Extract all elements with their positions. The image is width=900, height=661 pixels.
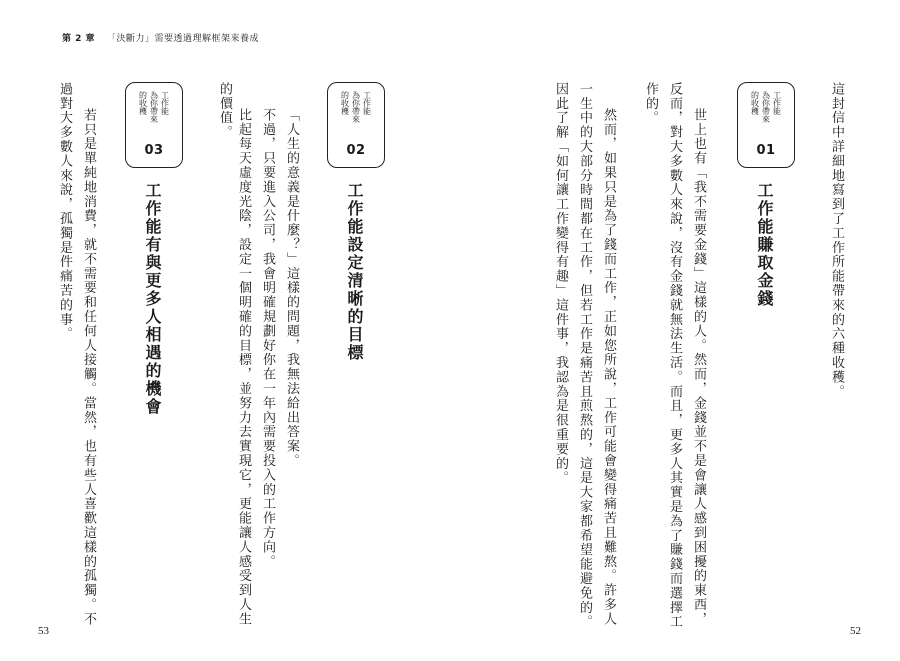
body-line: 比起每天虛度光陰，設定一個明確的目標，並努力去實現它，更能讓人感受到人生: [236, 108, 251, 627]
section-badge-01: [737, 82, 795, 168]
body-line: 的價值。: [217, 82, 232, 140]
section-number: 03: [144, 143, 164, 158]
section-number: 02: [346, 143, 366, 158]
body-line: 不過，只要進入公司，我會明確規劃好你在一年內需要投入的工作方向。: [260, 108, 275, 569]
badge-label-line: 的收穫: [138, 91, 148, 115]
badge-label-line: 為你帶來: [149, 91, 159, 123]
section-number: 01: [756, 143, 776, 158]
body-line: 反而，對大多數人來說，沒有金錢就無法生活。而且，更多人其實是為了賺錢而選擇工: [667, 82, 682, 630]
body-line: 然而，如果只是為了錢而工作，正如您所說，工作可能會變得痛苦且難熬。許多人: [601, 108, 616, 627]
body-line: 一生中的大部分時間都在工作，但若工作是痛苦且煎熬的，這是大家都希望能避免的。: [577, 82, 592, 630]
section-heading-01: 工作能賺取金錢: [755, 182, 774, 308]
badge-label-line: 工作能: [772, 91, 782, 115]
badge-label-line: 的收穫: [340, 91, 350, 115]
body-line: 若只是單純地消費，就不需要和任何人接觸。當然，也有些人喜歡這樣的孤獨。不: [81, 108, 96, 627]
badge-label-line: 工作能: [362, 91, 372, 115]
badge-label-line: 的收穫: [750, 91, 760, 115]
section-heading-02: 工作能設定清晰的目標: [345, 182, 364, 362]
body-line: 世上也有「我不需要金錢」這樣的人。然而，金錢並不是會讓人感到困擾的東西，: [691, 108, 706, 627]
section-heading-03: 工作能有與更多人相遇的機會: [143, 182, 162, 416]
section-badge-02: [327, 82, 385, 168]
running-header: [62, 31, 259, 44]
badge-label-line: 工作能: [160, 91, 170, 115]
page-number-right: 52: [850, 625, 861, 637]
body-line: 「人生的意義是什麼？」這樣的問題，我無法給出答案。: [284, 108, 299, 468]
body-line: 因此了解「如何讓工作變得有趣」這件事，我認為是很重要的。: [553, 82, 568, 486]
body-line: 過對大多數人來說，孤獨是件痛苦的事。: [57, 82, 72, 342]
badge-label-line: 為你帶來: [351, 91, 361, 123]
chapter-title: 「決斷力」需要透過理解框架來養成: [107, 34, 260, 44]
intro-line: 這封信中詳細地寫到了工作所能帶來的六種收穫。: [829, 82, 844, 399]
section-badge-03: [125, 82, 183, 168]
page-number-left: 53: [38, 625, 49, 637]
chapter-label: 第 2 章: [62, 34, 96, 44]
badge-label-line: 為你帶來: [761, 91, 771, 123]
body-line: 作的。: [643, 82, 658, 126]
